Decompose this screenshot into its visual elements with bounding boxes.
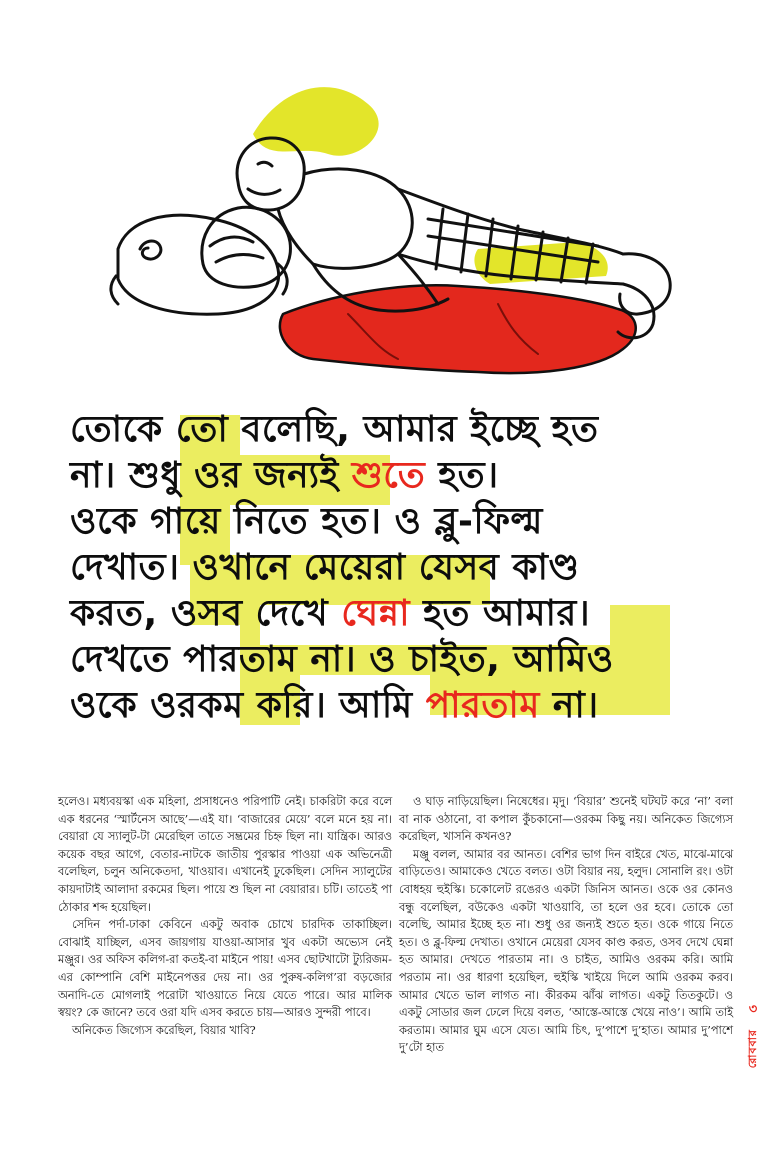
article-column-right: [399, 793, 733, 1057]
quote-line: না। শুধু ওর জন্যই শুতে হত।: [70, 455, 499, 496]
paragraph: সেদিন পর্দা-ঢাকা কেবিনে একটু অবাক চোখে চারদিক তাকাচ্ছিল। বোঝাই যাচ্ছিল, এসব জায়গায় যাওয়া-আসার খুব একটা অভ্যেস নেই মঞ্জুর। ওর অফিস কলিগ-রা কতই-বা মাইনে পায়! এসব ছোটখাটো ট্যুরিজম-এর কোম্পানি বেশি মাইনেপত্তর দেয় না। ওর পুরুষ-কলিগ’রা বড়জোর অনাদি-তে মোগলাই পরোটা খাওয়াতে নিয়ে যেতে পারে। আর মালিক স্বয়ং? কে জানে? তবে ওরা যদি এসব করতে চায়—আরও সুন্দরী পাবে।: [58, 918, 392, 1020]
quote-line: দেখাত। ওখানে মেয়েরা যেসব কাণ্ড: [70, 547, 580, 588]
page-number: ৩: [748, 1002, 758, 1017]
paragraph: হলেও। মধ্যবয়স্কা এক মহিলা, প্রসাধনেও পরিপাটি নেই। চাকরিটা করে বলে এক ধরনের ‘স্মার্টনেস আছে’—এই যা। ‘বাজারের মেয়ে’ বলে মনে হয় না। বেয়ারা যে স্যালুট-টা মেরেছিল তাতে সম্ভ্রমের চিহ্ন ছিল না। যান্ত্রিক। আরও কয়েক বছর আগে, বেতার-নাটকে জাতীয় পুরস্কার পাওয়া এক অভিনেত্রী বলেছিল, চলুন অনিকেতদা, খাওয়াব। এখানেই ঢুকেছিল। সেদিন স্যালুটের কায়দাটাই আলাদা রকমের ছিল। পায়ে শু ছিল না বেয়ারার। চটি। তাতেই পা ঠোকার শব্দ হয়েছিল।: [58, 795, 392, 914]
paragraph: মঞ্জু বলল, আমার বর আনত। বেশির ভাগ দিন বাইরে খেত, মাঝে-মাঝে বাড়িতেও। আমাকেও খেতে বলত। ওটা বিয়ার নয়, হলুদ। সোনালি রং। ওটা বোধহয় হুইস্কি। চকোলেট রঙেরও একটা জিনিস আনত। ওকে ওর কোনও বন্ধু বলেছিল, বউকেও একটা খাওয়াবি, তা হলে ওর হবে। তোকে তো বলেছি, আমার ইচ্ছে হত না। শুধু ওর জন্যই শুতে হত। ওকে গায়ে নিতে হত। ও ব্লু-ফিল্ম দেখাত। ওখানে মেয়েরা যেসব কাণ্ড করত, ওসব দেখে ঘেন্না হত আমার। দেখতে পারতাম না। ও চাইত, আমিও ওরকম করি। আমি পরতাম না। ওর ধারণা হয়েছিল, হুইস্কি খাইয়ে দিলে আমি ওরকম করব। আমার খেতে ভাল লাগত না। কীরকম ঝাঁঝ লাগত। একটু তিতকুটে। ও একটু সোডার জল ঢেলে দিয়ে বলত, ‘আস্তে-আস্তে খেয়ে নাও’। আমি তাই করতাম। আমার ঘুম এসে যেত। আমি চিৎ, দু’পাশে দু’হাত। আমার দু’পাশে দু’টো হাত: [399, 847, 733, 1055]
paragraph: ও ঘাড় নাড়িয়েছিল। নিষেধের। মৃদু। ‘বিয়ার’ শুনেই ঘটঘট করে ‘না’ বলা বা নাক ওঠানো, বা কপাল কুঁচকানো—ওরকম কিছু নয়। অনিকেত জিগ্যেস করেছিল, খাসনি কখনও?: [399, 795, 733, 844]
article-column-left: [58, 793, 392, 1039]
quote-line: ওকে ওরকম করি। আমি পারতাম না।: [70, 685, 599, 726]
couple-illustration: [98, 14, 690, 384]
quote-line: করত, ওসব দেখে ঘেন্না হত আমার।: [70, 593, 591, 634]
magazine-name: রোববার: [745, 1029, 759, 1069]
paragraph: অনিকেত জিগ্যেস করেছিল, বিয়ার খাবি?: [72, 1023, 256, 1037]
quote-line: ওকে গায়ে নিতে হত। ও ব্লু-ফিল্ম: [70, 501, 543, 542]
pull-quote: [70, 395, 710, 755]
quote-line: দেখতে পারতাম না। ও চাইত, আমিও: [70, 639, 614, 680]
page-footer-tab: [742, 1000, 764, 1110]
quote-line: তোকে তো বলেছি, আমার ইচ্ছে হত: [70, 409, 599, 450]
